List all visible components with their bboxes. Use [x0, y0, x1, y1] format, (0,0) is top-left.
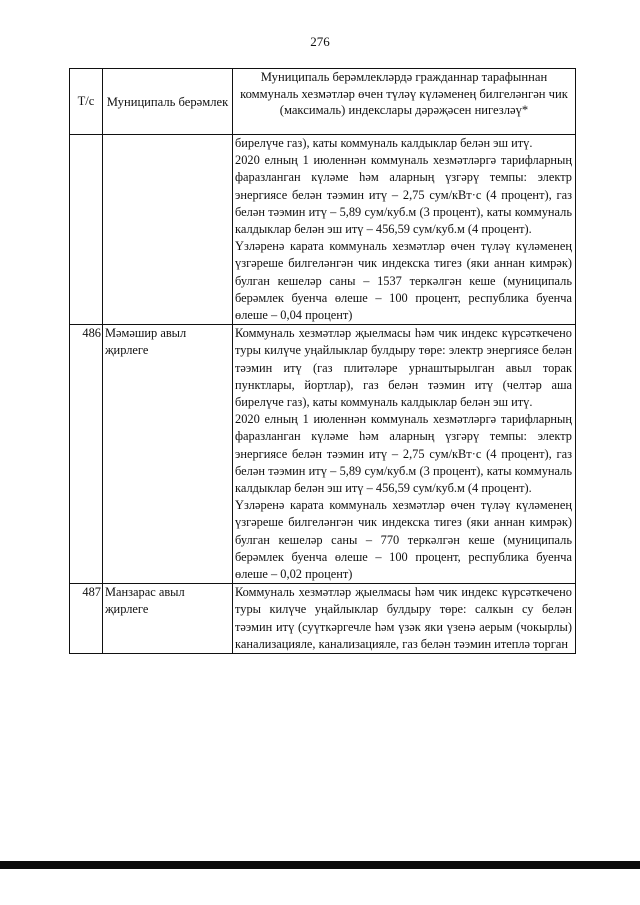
row-number: [70, 135, 103, 325]
row-index-text: [233, 584, 576, 654]
paragraph: Коммуналь хезмәтләр җыелмасы һәм чик индекс күрсәткечено туры килүче уңайлыклар булдыру төре: электр энергиясе белән тәэмин итү (газ плитәләре урнаштырылган авыл торак пунктлары, йортлар), газ белән тәэмин итү (челтәр аша бирелүче газ), каты коммуналь калдыклар белән эш итү.: [235, 326, 572, 410]
table-header-row: [70, 69, 576, 135]
header-number: Т/с: [70, 69, 103, 135]
table-row: [70, 135, 576, 325]
row-index-text: [233, 325, 576, 584]
paragraph: бирелүче газ), каты коммуналь калдыклар белән эш итү.: [235, 136, 533, 150]
paragraph: 2020 елның 1 июленнән коммуналь хезмәтләргә тарифларның фаразланган күләме һәм аларның үзгәрү темпы: электр энергиясе белән тәэмин итү – 2,75 сум/кВт·с (4 процент), газ белән тәэмин итү – 5,89 сум/куб.м (3 процент), каты коммуналь калдыклар белән эш итү – 456,59 сум/куб.м (4 процент).: [235, 412, 572, 496]
header-municipality: Муниципаль берәмлек: [103, 69, 233, 135]
table-row: [70, 584, 576, 654]
paragraph: 2020 елның 1 июленнән коммуналь хезмәтләргә тарифларның фаразланган күләме һәм аларның үзгәрү темпы: электр энергиясе белән тәэмин итү – 2,75 сум/кВт·с (4 процент), газ белән тәэмин итү – 5,89 сум/куб.м (3 процент), каты коммуналь калдыклар белән эш итү – 456,59 сум/куб.м (4 процент).: [235, 153, 572, 237]
paragraph: Коммуналь хезмәтләр җыелмасы һәм чик индекс күрсәткечено туры килүче уңайлыклар булдыру төре: салкын су белән тәэмин итү (суүткәргечле һәм үзәк яки үзенә аерым (чокырлы) канализацияле, канализацияле, газ белән тәэмин итеплә торган: [235, 585, 572, 651]
table-row: [70, 325, 576, 584]
scan-edge-bar: [0, 861, 640, 869]
paragraph: Үзләренә карата коммуналь хезмәтләр өчен түләү күләменең үзгәреше билгеләнгән чик индекска тигез (яки аннан кимрәк) булган кешеләр саны – 770 теркәлгән кеше (муниципаль берәмлек буенча өлеше – 100 процент, республика буенча өлеше – 0,02 процент): [235, 498, 572, 582]
header-index-justification: Муниципаль берәмлекләрдә гражданнар тарафыннан коммуналь хезмәтләр өчен түләү күләменең билгеләнгән чик (максималь) индекслары дәрәҗәсен нигезләү*: [233, 69, 576, 135]
row-number: 486: [70, 325, 103, 584]
row-municipality: Манзарас авыл җирлеге: [103, 584, 233, 654]
row-municipality: [103, 135, 233, 325]
row-index-text: [233, 135, 576, 325]
page-number: 276: [310, 34, 330, 49]
row-number: 487: [70, 584, 103, 654]
tariff-index-table: [69, 68, 576, 654]
paragraph: Үзләренә карата коммуналь хезмәтләр өчен түләү күләменең үзгәреше билгеләнгән чик индекска тигез (яки аннан кимрәк) булган кешеләр саны – 1537 теркәлгән кеше (муниципаль берәмлек буенча өлеше – 100 процент, республика буенча өлеше – 0,04 процент): [235, 239, 572, 323]
row-municipality: Мәмәшир авыл җирлеге: [103, 325, 233, 584]
